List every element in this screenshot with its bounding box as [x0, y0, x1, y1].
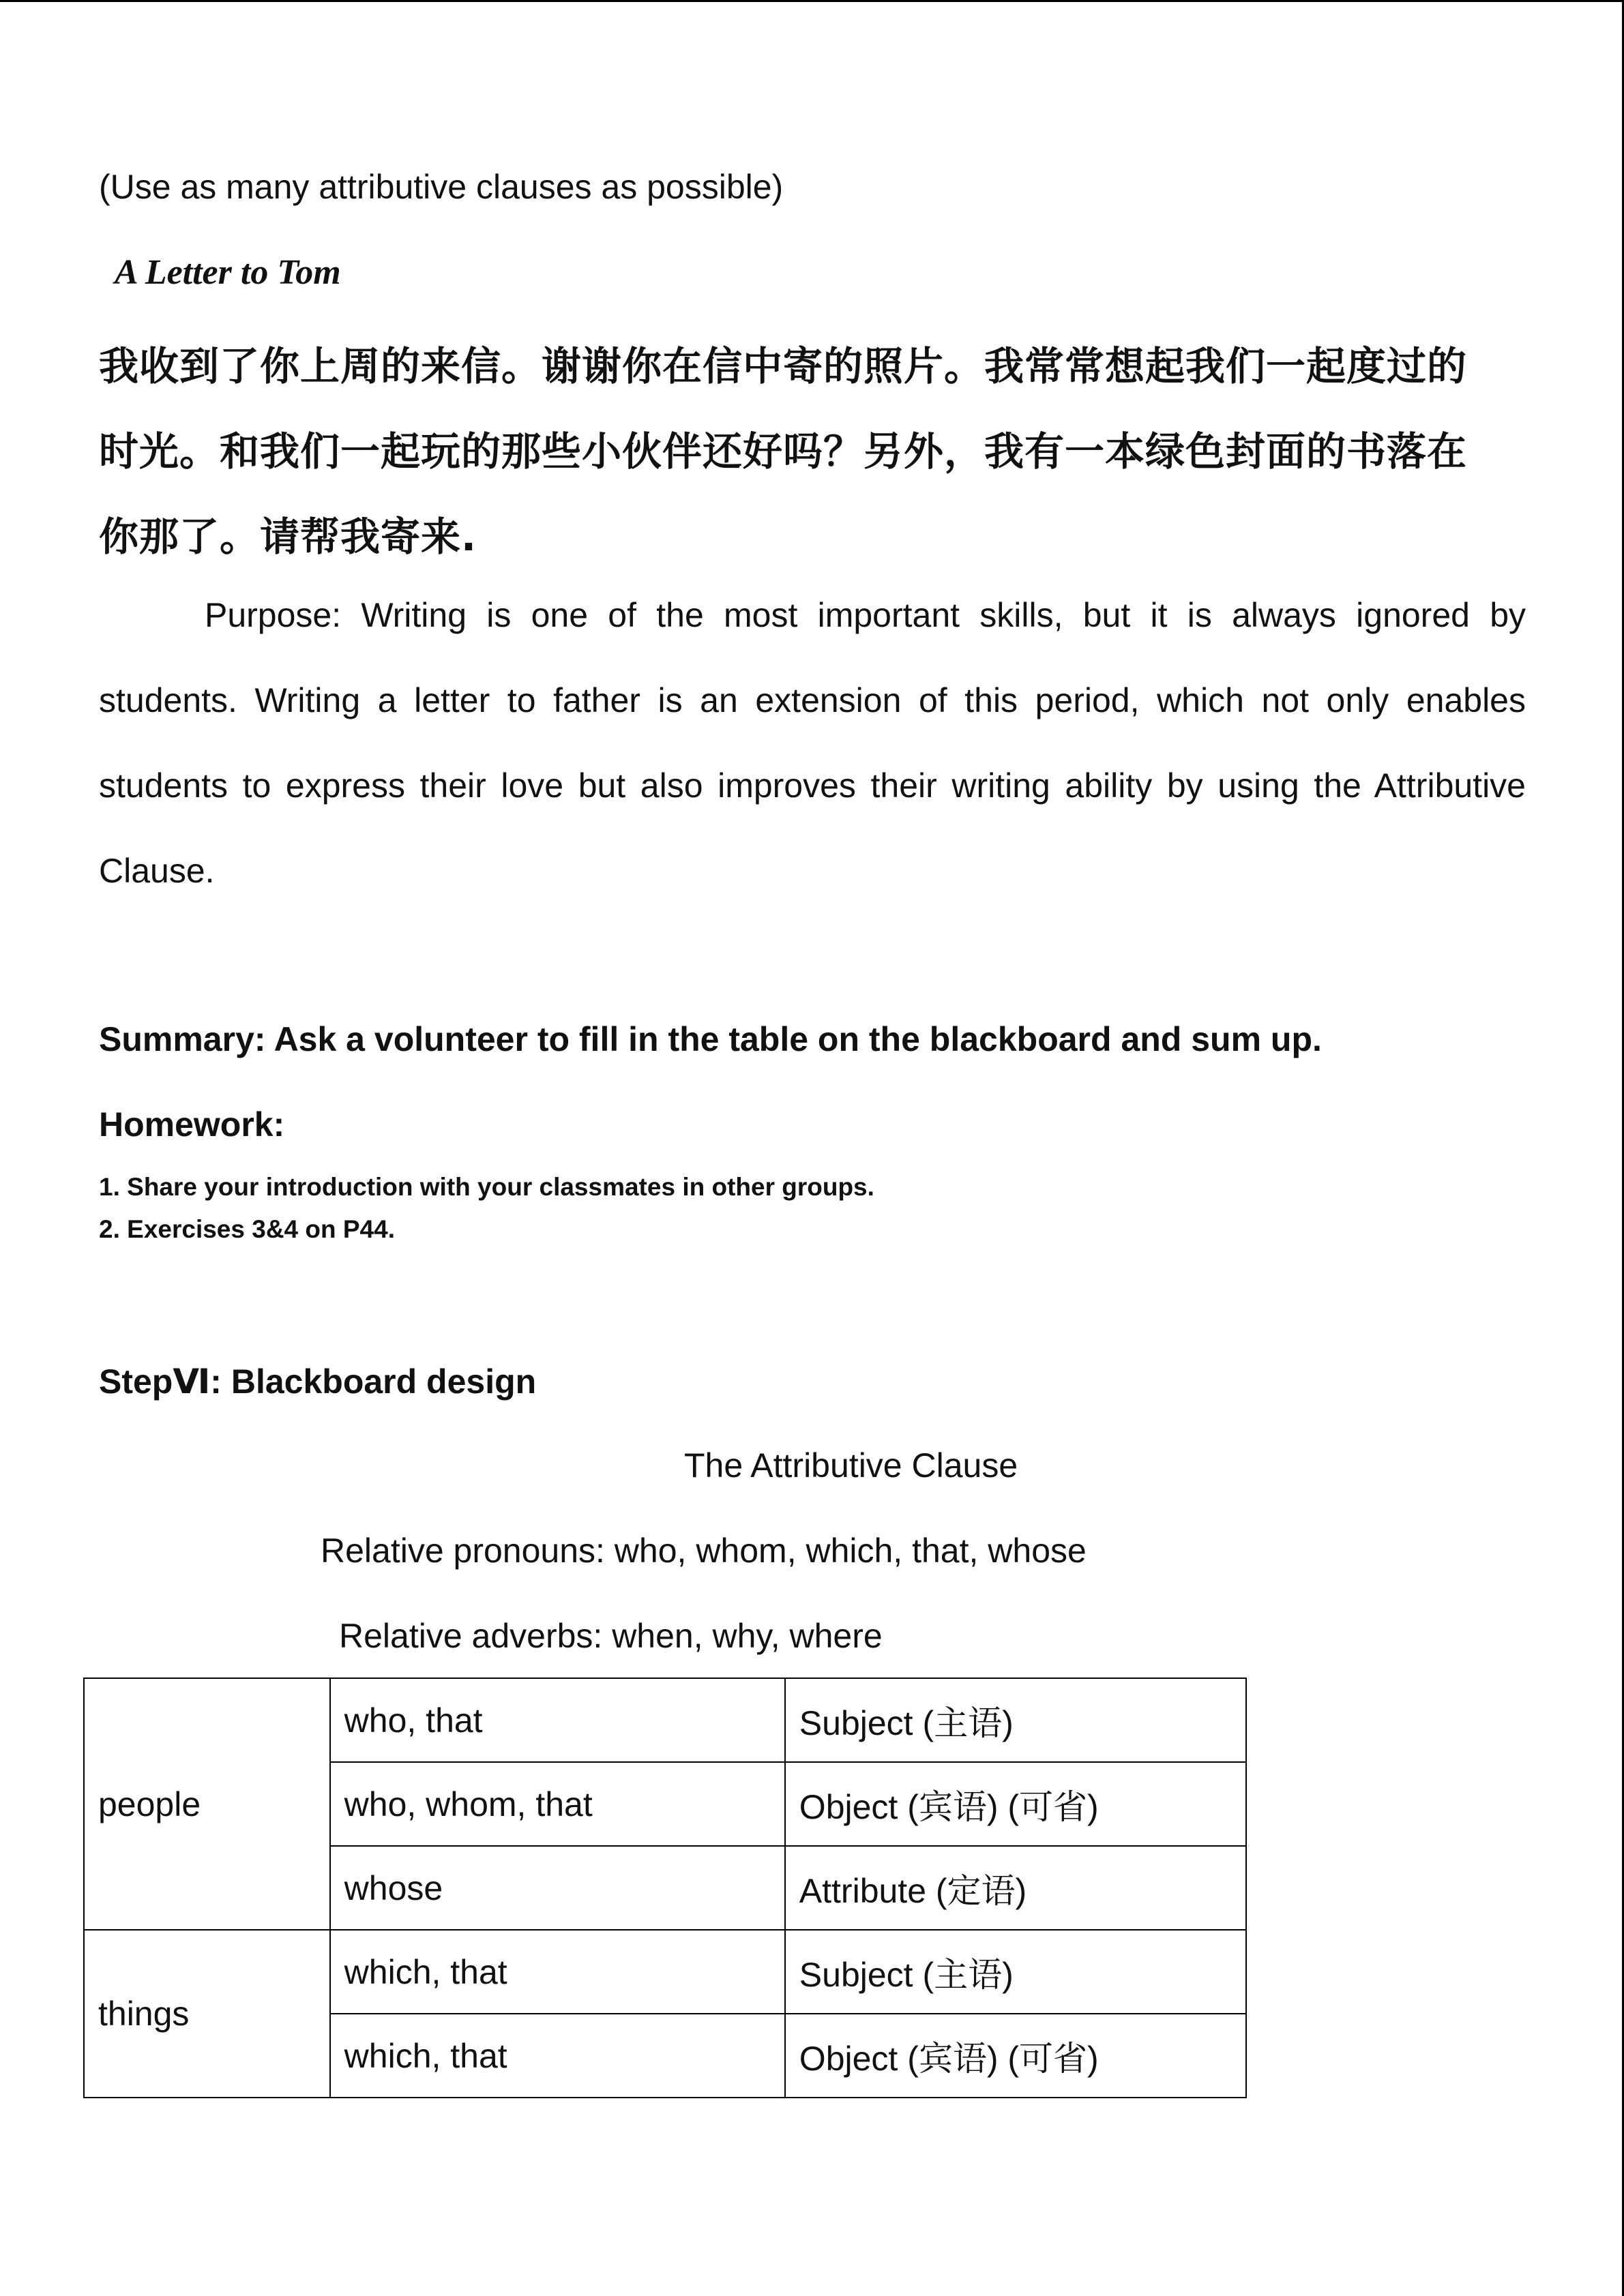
table-row: [84, 1930, 1246, 2014]
chinese-line-2: 时光。和我们一起玩的那些小伙伴还好吗？另外，我有一本绿色封面的书落在: [99, 428, 1468, 475]
step-heading: StepⅥ: Blackboard design: [99, 1362, 537, 1401]
relative-word-cell: who, that: [330, 1678, 785, 1762]
function-cell: Object (宾语) (可省): [785, 2014, 1246, 2098]
instruction-text: (Use as many attributive clauses as possible): [99, 168, 784, 206]
relative-pronouns-line: Relative pronouns: who, whom, which, that, whose: [321, 1532, 1087, 1570]
homework-item-1: 1. Share your introduction with your classmates in other groups.: [99, 1173, 874, 1201]
letter-title: A Letter to Tom: [115, 253, 341, 292]
blackboard-title: The Attributive Clause: [684, 1446, 1018, 1485]
relative-word-cell: which, that: [330, 1930, 785, 2014]
antecedent-cell-things: things: [84, 1930, 330, 2098]
antecedent-cell-people: people: [84, 1678, 330, 1930]
chinese-line-3: 你那了。请帮我寄来.: [99, 513, 477, 560]
relative-word-cell: which, that: [330, 2014, 785, 2098]
blackboard-table: [83, 1678, 1247, 2098]
purpose-paragraph: [99, 573, 1526, 914]
relative-word-cell: who, whom, that: [330, 1762, 785, 1846]
function-cell: Subject (主语): [785, 1930, 1246, 2014]
relative-word-cell: whose: [330, 1846, 785, 1930]
homework-heading: Homework:: [99, 1105, 285, 1144]
chinese-line-1: 我收到了你上周的来信。谢谢你在信中寄的照片。我常常想起我们一起度过的: [99, 343, 1468, 389]
table-row: [84, 1678, 1246, 1762]
purpose-text: Purpose: Writing is one of the most important skills, but it is always ignored by students. Writing a letter to father is an extension of this period, which not only enables students to express their love but also improves their writing ability by using the Attributive Clause.: [99, 596, 1526, 890]
homework-item-2: 2. Exercises 3&4 on P44.: [99, 1215, 395, 1243]
summary-text: Summary: Ask a volunteer to fill in the table on the blackboard and sum up.: [99, 1020, 1322, 1058]
relative-adverbs-line: Relative adverbs: when, why, where: [339, 1617, 883, 1655]
function-cell: Attribute (定语): [785, 1846, 1246, 1930]
function-cell: Object (宾语) (可省): [785, 1762, 1246, 1846]
page-top-border: [0, 0, 1624, 2]
function-cell: Subject (主语): [785, 1678, 1246, 1762]
